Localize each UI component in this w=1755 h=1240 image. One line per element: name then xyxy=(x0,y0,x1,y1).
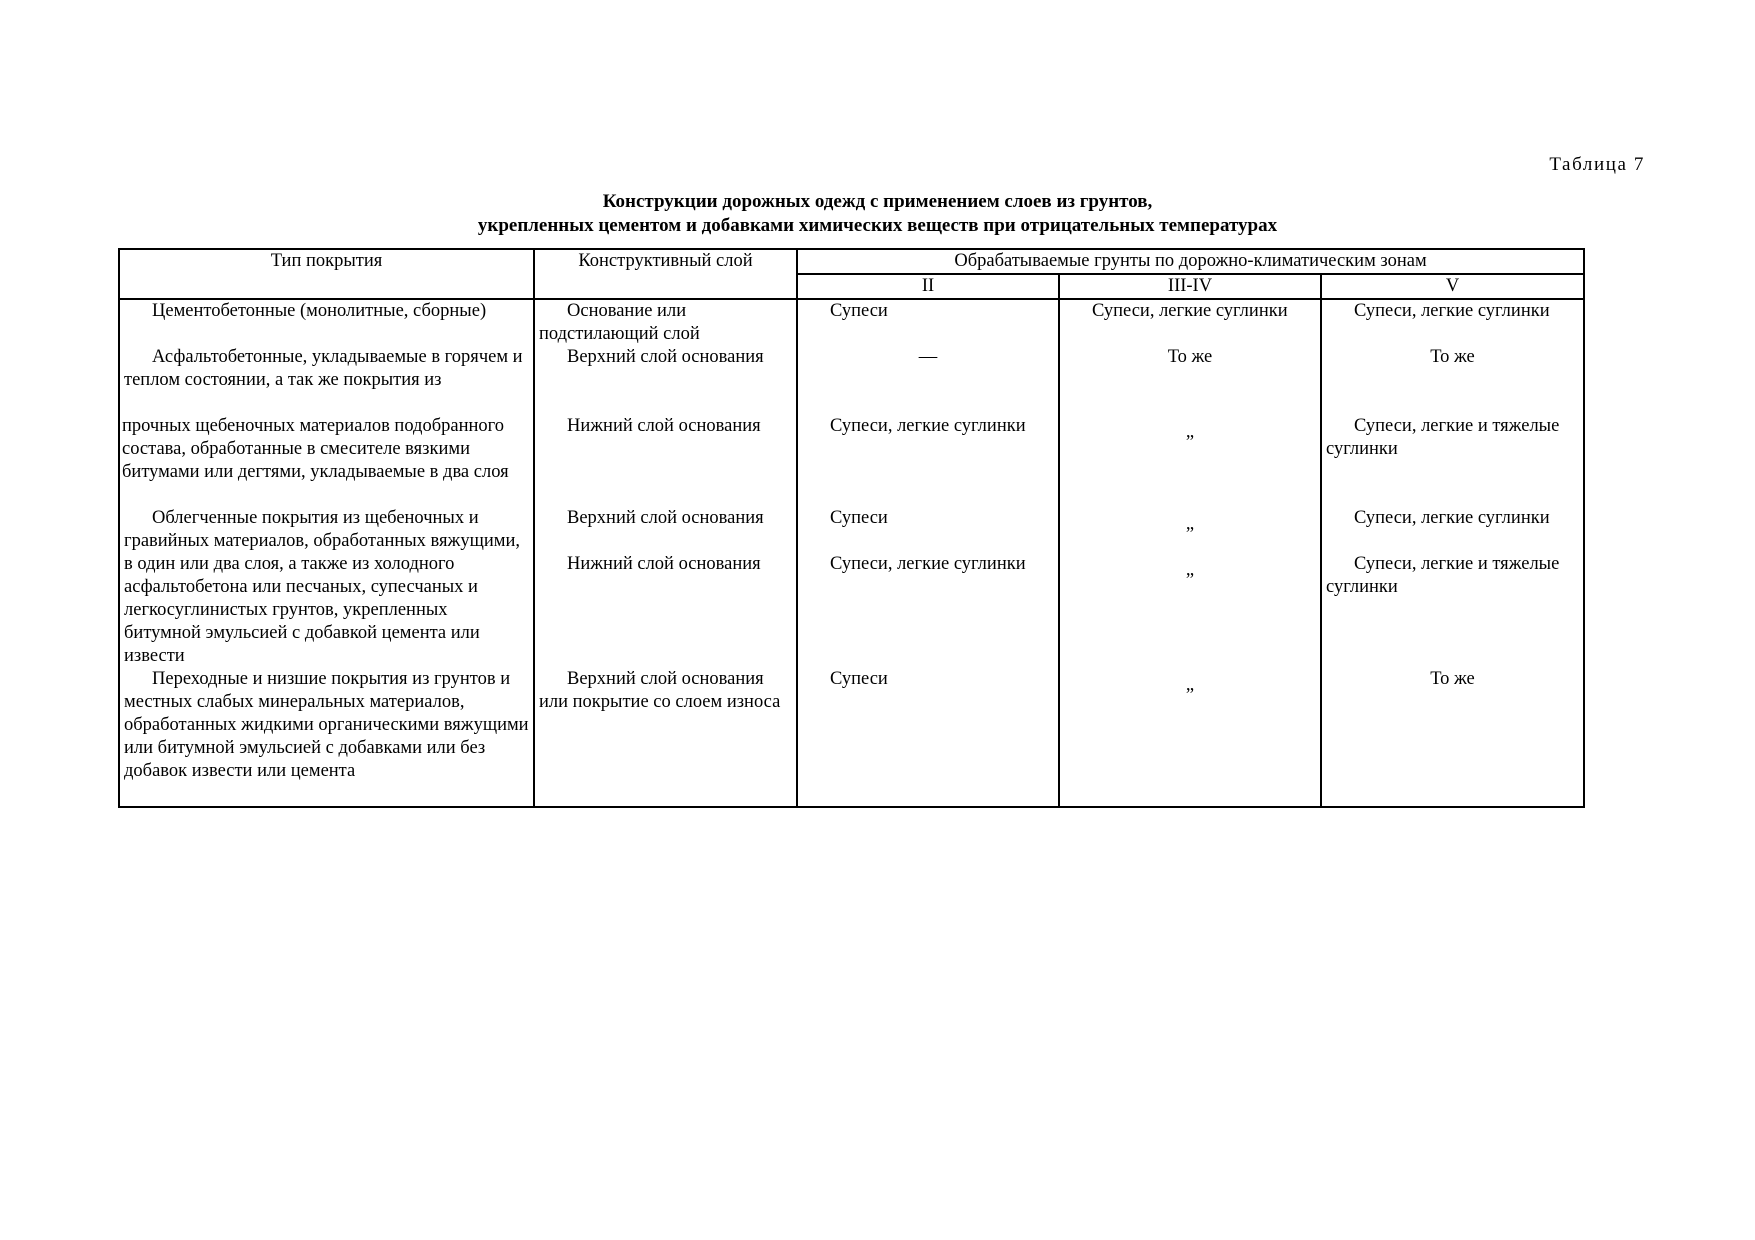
table-number-label: Таблица 7 xyxy=(1549,154,1645,175)
cell-zone-iii-iv: То же xyxy=(1059,346,1321,415)
cell-zone-ii: Супеси xyxy=(797,668,1059,807)
table-title-line-2: укрепленных цементом и добавками химических веществ при отрицательных температурах xyxy=(477,215,1278,236)
table-row xyxy=(119,507,1584,553)
cell-zone-iii-iv: „ xyxy=(1059,415,1321,507)
table-row xyxy=(119,668,1584,807)
cell-type: Асфальтобетонные, укладываемые в горячем и теплом состоянии, а так же покрытия из xyxy=(119,346,534,415)
cell-layer: Нижний слой основания xyxy=(534,415,797,507)
table-row xyxy=(119,299,1584,346)
cell-zone-v: То же xyxy=(1321,668,1584,807)
cell-zone-v: Супеси, легкие суглинки xyxy=(1321,299,1584,346)
cell-type: прочных щебеночных материалов подобранного состава, обработанные в смесителе вязкими битумами или дегтями, укладываемые в два слоя xyxy=(119,415,534,507)
road-pavement-table xyxy=(118,248,1585,808)
cell-zone-iii-iv: Супеси, легкие суглинки xyxy=(1059,299,1321,346)
cell-layer: Нижний слой основания xyxy=(534,553,797,668)
header-zone-v: V xyxy=(1321,274,1584,299)
cell-layer: Основание или подстилающий слой xyxy=(534,299,797,346)
cell-layer: Верхний слой основания или покрытие со слоем износа xyxy=(534,668,797,807)
cell-type: Облегченные покрытия из щебеночных и гравийных материалов, обработанных вяжущими, в один или два слоя, а также из холодного асфальтобетона или песчаных, супесчаных и легкосуглинистых грунтов, укрепленных битумной эмульсией с добавкой цемента или извести xyxy=(119,507,534,668)
cell-zone-v: То же xyxy=(1321,346,1584,415)
cell-zone-ii: Супеси, легкие суглинки xyxy=(797,553,1059,668)
table-title xyxy=(0,190,1755,238)
cell-zone-iii-iv: „ xyxy=(1059,553,1321,668)
cell-layer: Верхний слой основания xyxy=(534,346,797,415)
table-row xyxy=(119,346,1584,415)
cell-zone-iii-iv: „ xyxy=(1059,507,1321,553)
cell-zone-ii: Супеси xyxy=(797,299,1059,346)
header-zone-iii-iv: III-IV xyxy=(1059,274,1321,299)
cell-zone-v: Супеси, легкие суглинки xyxy=(1321,507,1584,553)
header-zone-ii: II xyxy=(797,274,1059,299)
header-structural-layer: Конструктивный слой xyxy=(534,249,797,299)
cell-layer: Верхний слой основания xyxy=(534,507,797,553)
cell-type: Цементобетонные (монолитные, сборные) xyxy=(119,299,534,346)
header-zones-group: Обрабатываемые грунты по дорожно-климатическим зонам xyxy=(797,249,1584,274)
cell-zone-iii-iv: „ xyxy=(1059,668,1321,807)
table-row xyxy=(119,415,1584,507)
cell-zone-v: Супеси, легкие и тяжелые суглинки xyxy=(1321,415,1584,507)
cell-zone-ii: — xyxy=(797,346,1059,415)
cell-zone-ii: Супеси xyxy=(797,507,1059,553)
header-pavement-type: Тип покрытия xyxy=(119,249,534,299)
cell-zone-ii: Супеси, легкие суглинки xyxy=(797,415,1059,507)
cell-zone-v: Супеси, легкие и тяжелые суглинки xyxy=(1321,553,1584,668)
table-title-line-1: Конструкции дорожных одежд с применением слоев из грунтов, xyxy=(602,191,1153,212)
cell-type: Переходные и низшие покрытия из грунтов и местных слабых минеральных материалов, обработанных жидкими органическими вяжущими или битумной эмульсией с добавками или без добавок извести или цемента xyxy=(119,668,534,807)
